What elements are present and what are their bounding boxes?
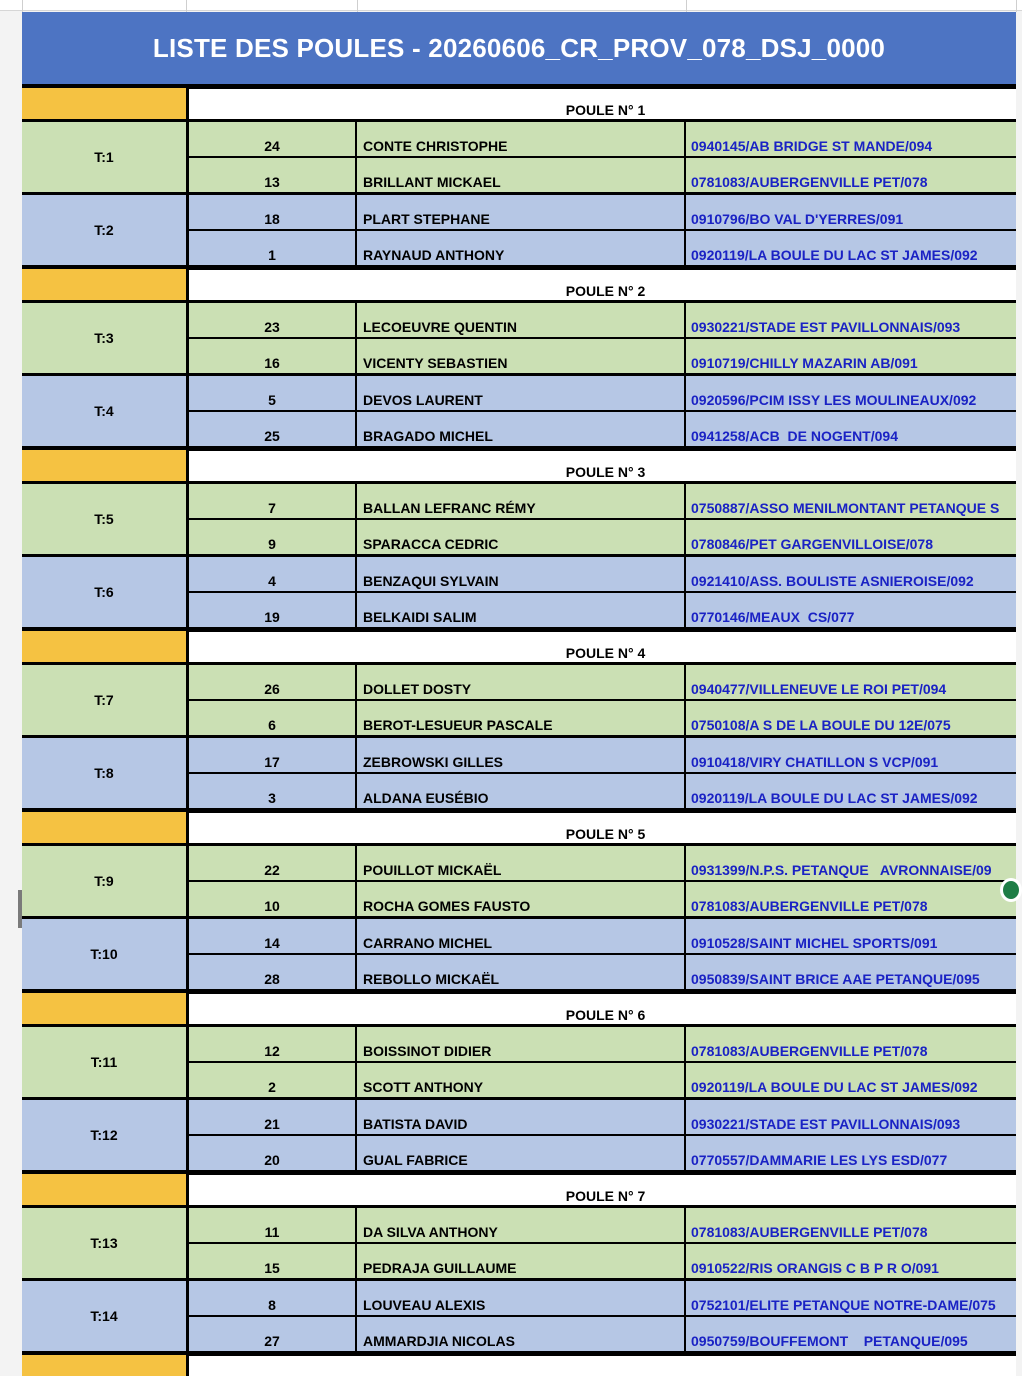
player-club[interactable]: 0781083/AUBERGENVILLE PET/078 (691, 1224, 928, 1240)
player-club[interactable]: 0921410/ASS. BOULISTE ASNIEROISE/092 (691, 573, 974, 589)
player-number[interactable]: 20 (189, 1136, 357, 1170)
player-name[interactable]: GUAL FABRICE (357, 1136, 686, 1170)
player-name[interactable]: DA SILVA ANTHONY (357, 1208, 686, 1242)
player-number[interactable]: 1 (189, 231, 357, 265)
team-players (189, 919, 1016, 989)
team-row (22, 484, 1016, 557)
team-row (22, 846, 1016, 919)
player-row (189, 229, 1016, 265)
team-row (22, 665, 1016, 738)
player-number[interactable]: 11 (189, 1208, 357, 1242)
player-row (189, 1281, 1016, 1315)
player-row (189, 1100, 1016, 1134)
team-row (22, 195, 1016, 268)
player-number[interactable]: 9 (189, 520, 357, 554)
team-players (189, 665, 1016, 735)
poule-header (22, 87, 1016, 122)
player-row (189, 557, 1016, 591)
player-name[interactable]: VICENTY SEBASTIEN (357, 339, 686, 373)
player-club[interactable]: 0770146/MEAUX CS/077 (691, 609, 855, 625)
player-number[interactable]: 27 (189, 1317, 357, 1351)
player-row (189, 122, 1016, 156)
player-number[interactable]: 5 (189, 376, 357, 410)
poule-header (22, 449, 1016, 484)
poules-list (22, 87, 1016, 1354)
team-label[interactable]: T:6 (22, 557, 189, 627)
player-row (189, 699, 1016, 735)
player-row (189, 591, 1016, 627)
player-club[interactable]: 0950759/BOUFFEMONT PETANQUE/095 (691, 1333, 968, 1349)
player-name[interactable]: BRAGADO MICHEL (357, 412, 686, 446)
player-name[interactable]: PEDRAJA GUILLAUME (357, 1244, 686, 1278)
team-players (189, 195, 1016, 265)
team-label[interactable]: T:7 (22, 665, 189, 735)
poules-sheet (22, 12, 1016, 1376)
player-row (189, 195, 1016, 229)
player-club[interactable]: 0770557/DAMMARIE LES LYS ESD/077 (691, 1152, 948, 1168)
player-name[interactable]: POUILLOT MICKAËL (357, 846, 686, 880)
player-club[interactable]: 0910522/RIS ORANGIS C B P R O/091 (691, 1260, 939, 1276)
player-row (189, 410, 1016, 446)
team-label[interactable]: T:12 (22, 1100, 189, 1170)
player-row (189, 953, 1016, 989)
player-name[interactable]: SCOTT ANTHONY (357, 1063, 686, 1097)
player-number[interactable]: 6 (189, 701, 357, 735)
team-players (189, 557, 1016, 627)
player-number[interactable]: 26 (189, 665, 357, 699)
player-name[interactable]: DEVOS LAURENT (357, 376, 686, 410)
player-row (189, 484, 1016, 518)
player-row (189, 1208, 1016, 1242)
player-number[interactable]: 15 (189, 1244, 357, 1278)
poule-header (22, 811, 1016, 846)
player-number[interactable]: 16 (189, 339, 357, 373)
team-players (189, 1208, 1016, 1278)
player-row (189, 738, 1016, 772)
poule-label[interactable]: POULE N° 7 (186, 1173, 1016, 1208)
poule-swatch[interactable] (22, 268, 186, 303)
player-number[interactable]: 3 (189, 774, 357, 808)
player-club[interactable]: 0920119/LA BOULE DU LAC ST JAMES/092 (691, 1079, 978, 1095)
player-club[interactable]: 0950839/SAINT BRICE AAE PETANQUE/095 (691, 971, 980, 987)
player-row (189, 1134, 1016, 1170)
team-row (22, 1208, 1016, 1281)
player-club[interactable]: 0910719/CHILLY MAZARIN AB/091 (691, 355, 918, 371)
player-row (189, 337, 1016, 373)
player-name[interactable]: REBOLLO MICKAËL (357, 955, 686, 989)
player-name[interactable]: RAYNAUD ANTHONY (357, 231, 686, 265)
team-row (22, 376, 1016, 449)
player-name[interactable]: AMMARDJIA NICOLAS (357, 1317, 686, 1351)
player-club[interactable]: 0781083/AUBERGENVILLE PET/078 (691, 898, 928, 914)
team-label[interactable]: T:14 (22, 1281, 189, 1351)
player-number[interactable]: 19 (189, 593, 357, 627)
player-name[interactable]: LOUVEAU ALEXIS (357, 1281, 686, 1315)
team-players (189, 122, 1016, 192)
team-label[interactable]: T:9 (22, 846, 189, 916)
player-number[interactable]: 13 (189, 158, 357, 192)
player-row (189, 1242, 1016, 1278)
player-club[interactable]: 0931399/N.P.S. PETANQUE AVRONNAISE/09 (691, 862, 992, 878)
player-name[interactable]: LECOEUVRE QUENTIN (357, 303, 686, 337)
player-name[interactable]: BALLAN LEFRANC RÉMY (357, 484, 686, 518)
poule-label[interactable]: POULE N° 4 (186, 630, 1016, 665)
player-row (189, 1315, 1016, 1351)
player-club[interactable]: 0941258/ACB DE NOGENT/094 (691, 428, 898, 444)
player-number[interactable]: 28 (189, 955, 357, 989)
team-row (22, 1281, 1016, 1354)
player-number[interactable]: 14 (189, 919, 357, 953)
player-number[interactable]: 10 (189, 882, 357, 916)
player-row (189, 1027, 1016, 1061)
team-row (22, 122, 1016, 195)
player-club[interactable]: 0780846/PET GARGENVILLOISE/078 (691, 536, 933, 552)
team-players (189, 1281, 1016, 1351)
team-players (189, 846, 1016, 916)
team-label[interactable]: T:2 (22, 195, 189, 265)
next-poule-header-partial (22, 1354, 1016, 1376)
player-number[interactable]: 7 (189, 484, 357, 518)
poule-label[interactable]: POULE N° 5 (186, 811, 1016, 846)
poule-label[interactable]: POULE N° 2 (186, 268, 1016, 303)
player-row (189, 303, 1016, 337)
player-number[interactable]: 21 (189, 1100, 357, 1134)
team-row (22, 919, 1016, 992)
player-row (189, 772, 1016, 808)
player-number[interactable]: 24 (189, 122, 357, 156)
player-club[interactable]: 0910528/SAINT MICHEL SPORTS/091 (691, 935, 938, 951)
player-number[interactable]: 22 (189, 846, 357, 880)
spreadsheet-column-strip (0, 0, 1022, 11)
team-label[interactable]: T:4 (22, 376, 189, 446)
poule-header (22, 1173, 1016, 1208)
poule-label[interactable]: POULE N° 1 (186, 87, 1016, 122)
team-row (22, 557, 1016, 630)
player-number[interactable]: 25 (189, 412, 357, 446)
team-players (189, 1100, 1016, 1170)
player-name[interactable]: PLART STEPHANE (357, 195, 686, 229)
team-row (22, 1027, 1016, 1100)
player-club[interactable]: 0750108/A S DE LA BOULE DU 12E/075 (691, 717, 951, 733)
player-number[interactable]: 17 (189, 738, 357, 772)
team-players (189, 303, 1016, 373)
team-label[interactable]: T:5 (22, 484, 189, 554)
player-name[interactable]: ALDANA EUSÉBIO (357, 774, 686, 808)
team-row (22, 738, 1016, 811)
team-players (189, 376, 1016, 446)
player-club[interactable]: 0920119/LA BOULE DU LAC ST JAMES/092 (691, 247, 978, 263)
player-club[interactable]: 0910418/VIRY CHATILLON S VCP/091 (691, 754, 939, 770)
team-label[interactable]: T:13 (22, 1208, 189, 1278)
player-row (189, 846, 1016, 880)
poule-label-cell[interactable] (186, 1354, 1016, 1376)
player-club[interactable]: 0940477/VILLENEUVE LE ROI PET/094 (691, 681, 947, 697)
player-club[interactable]: 0910796/BO VAL D'YERRES/091 (691, 211, 904, 227)
player-name[interactable]: ZEBROWSKI GILLES (357, 738, 686, 772)
player-club[interactable]: 0920596/PCIM ISSY LES MOULINEAUX/092 (691, 392, 977, 408)
sheet-title: LISTE DES POULES - 20260606_CR_PROV_078_DSJ_0000 (22, 12, 1016, 87)
player-club[interactable]: 0781083/AUBERGENVILLE PET/078 (691, 174, 928, 190)
poule-label[interactable]: POULE N° 6 (186, 992, 1016, 1027)
team-label[interactable]: T:11 (22, 1027, 189, 1097)
player-name[interactable]: BELKAIDI SALIM (357, 593, 686, 627)
player-name[interactable]: DOLLET DOSTY (357, 665, 686, 699)
player-row (189, 919, 1016, 953)
player-club[interactable]: 0930221/STADE EST PAVILLONNAIS/093 (691, 1116, 961, 1132)
poule-label[interactable]: POULE N° 3 (186, 449, 1016, 484)
poule-swatch[interactable] (22, 87, 186, 122)
player-number[interactable]: 18 (189, 195, 357, 229)
team-label[interactable]: T:8 (22, 738, 189, 808)
player-row (189, 156, 1016, 192)
player-row (189, 376, 1016, 410)
team-players (189, 738, 1016, 808)
selection-fill-handle[interactable] (1000, 878, 1022, 902)
poule-header (22, 992, 1016, 1027)
player-row (189, 880, 1016, 916)
poule-header (22, 630, 1016, 665)
player-name[interactable]: BENZAQUI SYLVAIN (357, 557, 686, 591)
player-number[interactable]: 4 (189, 557, 357, 591)
player-row (189, 665, 1016, 699)
player-name[interactable]: BRILLANT MICKAEL (357, 158, 686, 192)
player-number[interactable]: 12 (189, 1027, 357, 1061)
player-row (189, 518, 1016, 554)
poule-header (22, 268, 1016, 303)
poule-swatch[interactable] (22, 1354, 186, 1376)
player-number[interactable]: 23 (189, 303, 357, 337)
player-row (189, 1061, 1016, 1097)
player-name[interactable]: SPARACCA CEDRIC (357, 520, 686, 554)
team-label[interactable]: T:3 (22, 303, 189, 373)
player-name[interactable]: BATISTA DAVID (357, 1100, 686, 1134)
team-players (189, 484, 1016, 554)
player-club[interactable]: 0750887/ASSO MENILMONTANT PETANQUE S (691, 500, 1000, 516)
player-name[interactable]: CONTE CHRISTOPHE (357, 122, 686, 156)
poule-swatch[interactable] (22, 449, 186, 484)
player-number[interactable]: 2 (189, 1063, 357, 1097)
team-row (22, 1100, 1016, 1173)
player-name[interactable]: BEROT-LESUEUR PASCALE (357, 701, 686, 735)
player-name[interactable]: CARRANO MICHEL (357, 919, 686, 953)
player-club[interactable]: 0920119/LA BOULE DU LAC ST JAMES/092 (691, 790, 978, 806)
team-label[interactable]: T:1 (22, 122, 189, 192)
player-club[interactable]: 0940145/AB BRIDGE ST MANDE/094 (691, 138, 933, 154)
player-club[interactable]: 0752101/ELITE PETANQUE NOTRE-DAME/075 (691, 1297, 996, 1313)
player-club[interactable]: 0930221/STADE EST PAVILLONNAIS/093 (691, 319, 961, 335)
team-players (189, 1027, 1016, 1097)
team-row (22, 303, 1016, 376)
poule-swatch[interactable] (22, 992, 186, 1027)
player-name[interactable]: ROCHA GOMES FAUSTO (357, 882, 686, 916)
player-name[interactable]: BOISSINOT DIDIER (357, 1027, 686, 1061)
poule-swatch[interactable] (22, 1173, 186, 1208)
team-label[interactable]: T:10 (22, 919, 189, 989)
poule-swatch[interactable] (22, 811, 186, 846)
player-number[interactable]: 8 (189, 1281, 357, 1315)
poule-swatch[interactable] (22, 630, 186, 665)
player-club[interactable]: 0781083/AUBERGENVILLE PET/078 (691, 1043, 928, 1059)
